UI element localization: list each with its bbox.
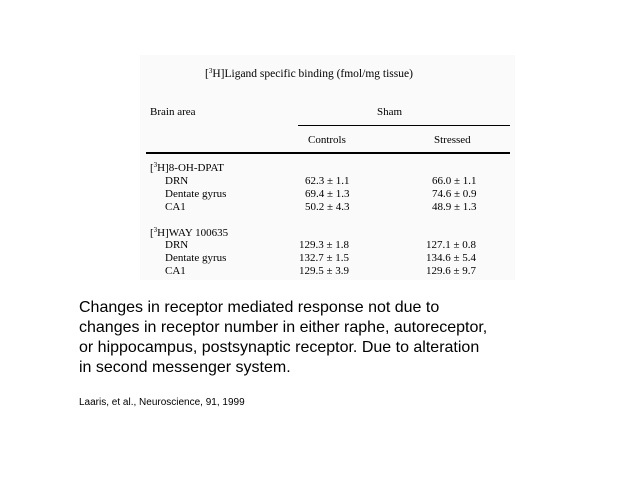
citation: Laaris, et al., Neuroscience, 91, 1999: [79, 397, 245, 408]
table-caption: [$^3$H]Ligand specific binding (fmol/mg tissue): [205, 67, 413, 80]
row-stressed: 127.1 ± 0.8: [426, 239, 477, 251]
row-area: DRN: [165, 239, 189, 251]
group-label-way-100635: [$^3$H]WAY 100635: [150, 226, 229, 239]
binding-table: [140, 55, 515, 280]
group-label-8-oh-dpat: [$^3$H]8-OH-DPAT: [150, 161, 224, 174]
row-area: CA1: [165, 265, 186, 277]
header-sham: Sham: [377, 106, 403, 118]
row-controls: 50.2 ± 4.3: [305, 201, 350, 213]
body-line: Changes in receptor mediated response not due to: [79, 299, 440, 316]
row-controls: 132.7 ± 1.5: [299, 252, 350, 264]
row-stressed: 74.6 ± 0.9: [432, 188, 477, 200]
body-line: or hippocampus, postsynaptic receptor. Due to alteration: [79, 339, 480, 356]
row-stressed: 129.6 ± 9.7: [426, 265, 477, 277]
slide-body-text: [79, 298, 559, 378]
row-area: Dentate gyrus: [165, 188, 227, 200]
row-area: Dentate gyrus: [165, 252, 227, 264]
sham-underline: [298, 125, 510, 126]
header-rule: [146, 152, 510, 154]
header-controls: Controls: [308, 134, 346, 146]
row-stressed: 66.0 ± 1.1: [432, 175, 477, 187]
row-stressed: 134.6 ± 5.4: [426, 252, 477, 264]
row-controls: 129.3 ± 1.8: [299, 239, 350, 251]
row-area: DRN: [165, 175, 189, 187]
row-controls: 62.3 ± 1.1: [305, 175, 350, 187]
row-stressed: 48.9 ± 1.3: [432, 201, 477, 213]
header-stressed: Stressed: [434, 134, 471, 146]
row-area: CA1: [165, 201, 186, 213]
header-brain-area: Brain area: [150, 106, 196, 118]
row-controls: 69.4 ± 1.3: [305, 188, 350, 200]
row-controls: 129.5 ± 3.9: [299, 265, 350, 277]
body-line: changes in receptor number in either raphe, autoreceptor,: [79, 319, 488, 336]
body-line: in second messenger system.: [79, 359, 291, 376]
